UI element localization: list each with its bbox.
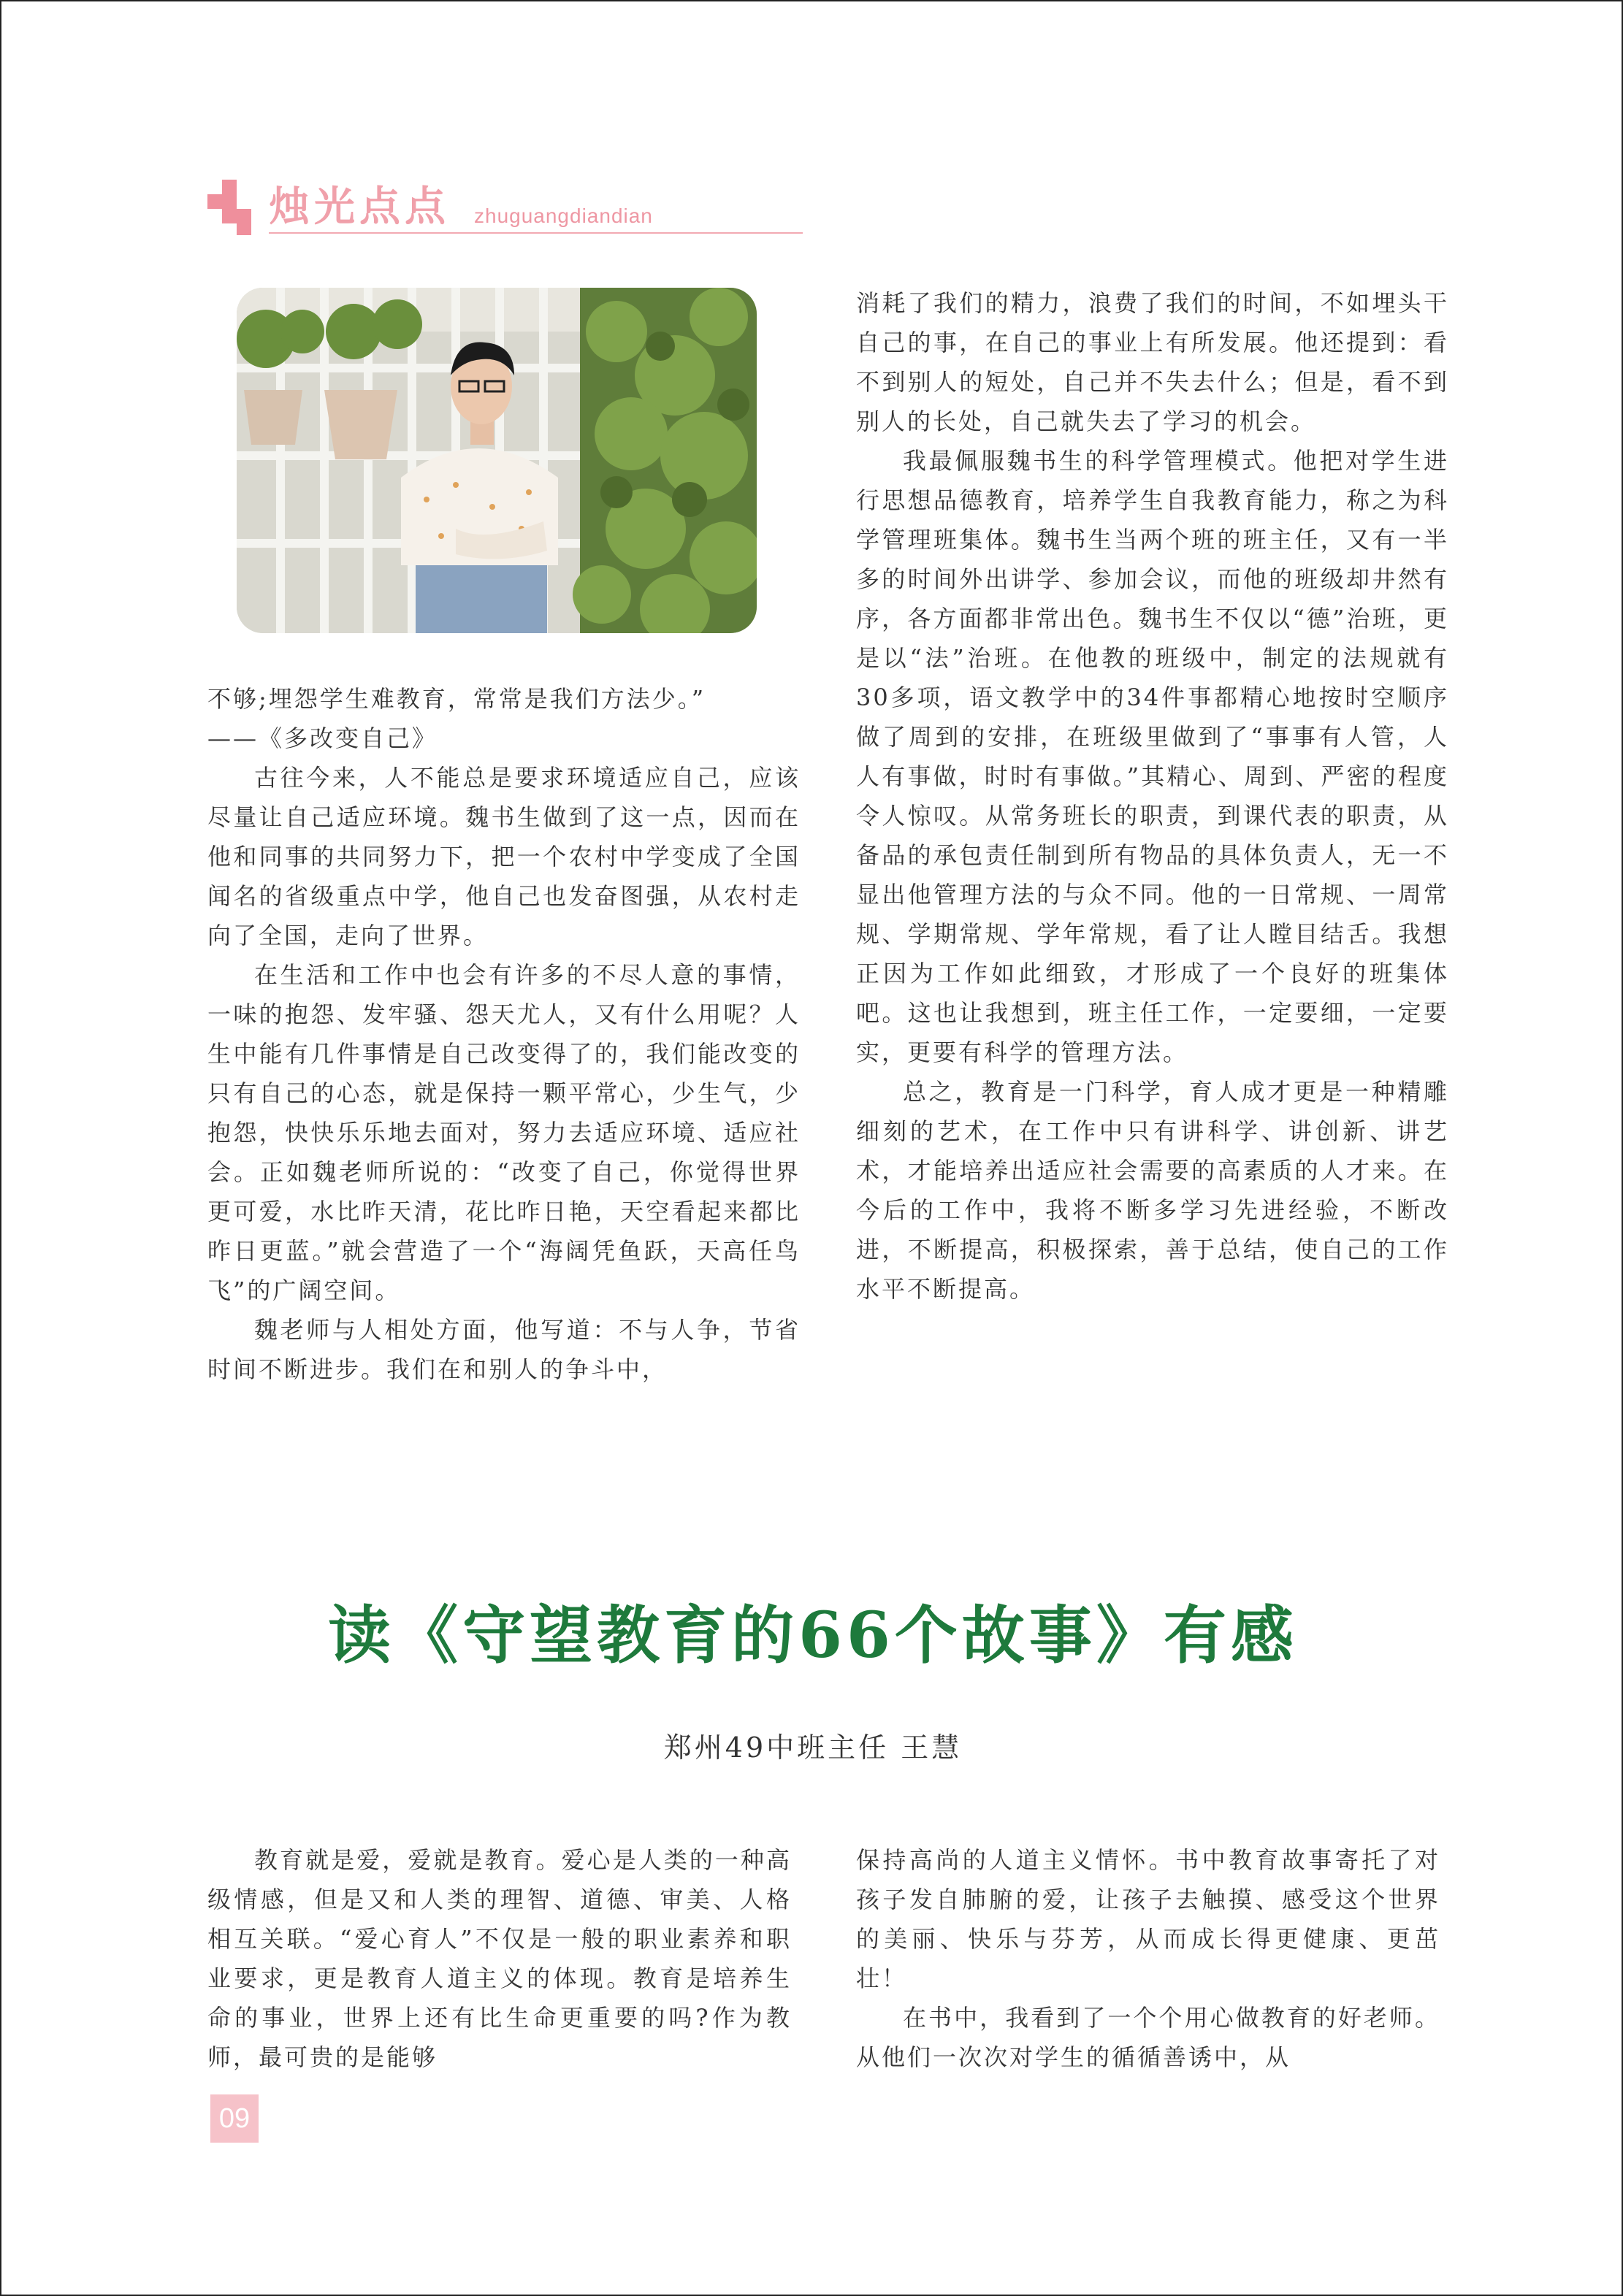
paragraph: 保持高尚的人道主义情怀。书中教育故事寄托了对孩子发自肺腑的爱，让孩子去触摸、感受这个世界的美丽、快乐与芬芳，从而成长得更健康、更茁壮！: [856, 1846, 1440, 1992]
paragraph: 在书中，我看到了一个个用心做教育的好老师。从他们一次次对学生的循循善诱中，从: [856, 2004, 1440, 2071]
article-title: 读《守望教育的66个故事》有感: [328, 1599, 1298, 1672]
paragraph: 教育就是爱，爱就是教育。爱心是人类的一种高级情感，但是又和人类的理智、道德、审美、人格相互关联。“爱心育人”不仅是一般的职业素养和职业要求，更是教育人道主义的体现。教育是培养生命的事业，世界上还有比生命更重要的吗?作为教师，最可贵的是能够: [207, 1846, 792, 2071]
article2-column-2: [856, 1840, 1440, 2077]
paragraph: 消耗了我们的精力，浪费了我们的时间，不如埋头干自己的事，在自己的事业上有所发展。他还提到：看不到别人的短处，自己并不失去什么；但是，看不到别人的长处，自己就失去了学习的机会。: [856, 289, 1449, 435]
header-rule: [269, 232, 803, 234]
paragraph: 不够;埋怨学生难教育，常常是我们方法少。”: [207, 685, 706, 713]
paragraph: 我最佩服魏书生的科学管理模式。他把对学生进行思想品德教育，培养学生自我教育能力，称之为科学管理班集体。魏书生当两个班的班主任，又有一半多的时间外出讲学、参加会议，而他的班级却井然有序，各方面都非常出色。魏书生不仅以“德”治班，更是以“法”治班。在他教的班级中，制定的法规就有30多项，语文教学中的34件事都精心地按时空顺序做了周到的安排，在班级里做到了“事事有人管，人人有事做，时时有事做。”其精心、周到、严密的程度令人惊叹。从常务班长的职责，到课代表的职责，从备品的承包责任制到所有物品的具体负责人，无一不显出他管理方法的与众不同。他的一日常规、一周常规、学期常规、学年常规，看了让人瞠目结舌。我想正因为工作如此细致，才形成了一个良好的班集体吧。这也让我想到，班主任工作，一定要细，一定要实，更要有科学的管理方法。: [856, 447, 1449, 1066]
header-logo-blocks: [207, 180, 251, 235]
paragraph: 古往今来，人不能总是要求环境适应自己，应该尽量让自己适应环境。魏书生做到了这一点，因而在他和同事的共同努力下，把一个农村中学变成了全国闻名的省级重点中学，他自己也发奋图强，从农村走向了全国，走向了世界。: [207, 764, 801, 949]
paragraph: 在生活和工作中也会有许多的不尽人意的事情，一味的抱怨、发牢骚、怨天尤人，又有什么用呢？人生中能有几件事情是自己改变得了的，我们能改变的只有自己的心态，就是保持一颗平常心，少生气，少抱怨，快快乐乐地去面对，努力去适应环境、适应社会。正如魏老师所说的：“改变了自己，你觉得世界更可爱，水比昨天清，花比昨日艳，天空看起来都比昨日更蓝。”就会营造了一个“海阔凭鱼跃，天高任鸟飞”的广阔空间。: [207, 961, 801, 1304]
section-pinyin: zhuguangdiandian: [474, 204, 653, 227]
author-photo: [237, 288, 757, 633]
section-header: [207, 180, 803, 238]
paragraph: 魏老师与人相处方面，他写道：不与人争，节省时间不断进步。我们在和别人的争斗中，: [207, 1316, 801, 1383]
article2-column-1: [207, 1840, 792, 2077]
page-number: 09: [210, 2094, 259, 2143]
article1-column-2: [856, 283, 1449, 1309]
paragraph: ——《多改变自己》: [207, 724, 438, 752]
article1-column-1: [207, 679, 801, 1389]
section-title: 烛光点点: [269, 183, 450, 231]
article-byline: 郑州49中班主任 王慧: [663, 1731, 963, 1764]
paragraph: 总之，教育是一门科学，育人成才更是一种精雕细刻的艺术，在工作中只有讲科学、讲创新、讲艺术，才能培养出适应社会需要的高素质的人才来。在今后的工作中，我将不断多学习先进经验，不断改进，不断提高，积极探索，善于总结，使自己的工作水平不断提高。: [856, 1078, 1449, 1303]
